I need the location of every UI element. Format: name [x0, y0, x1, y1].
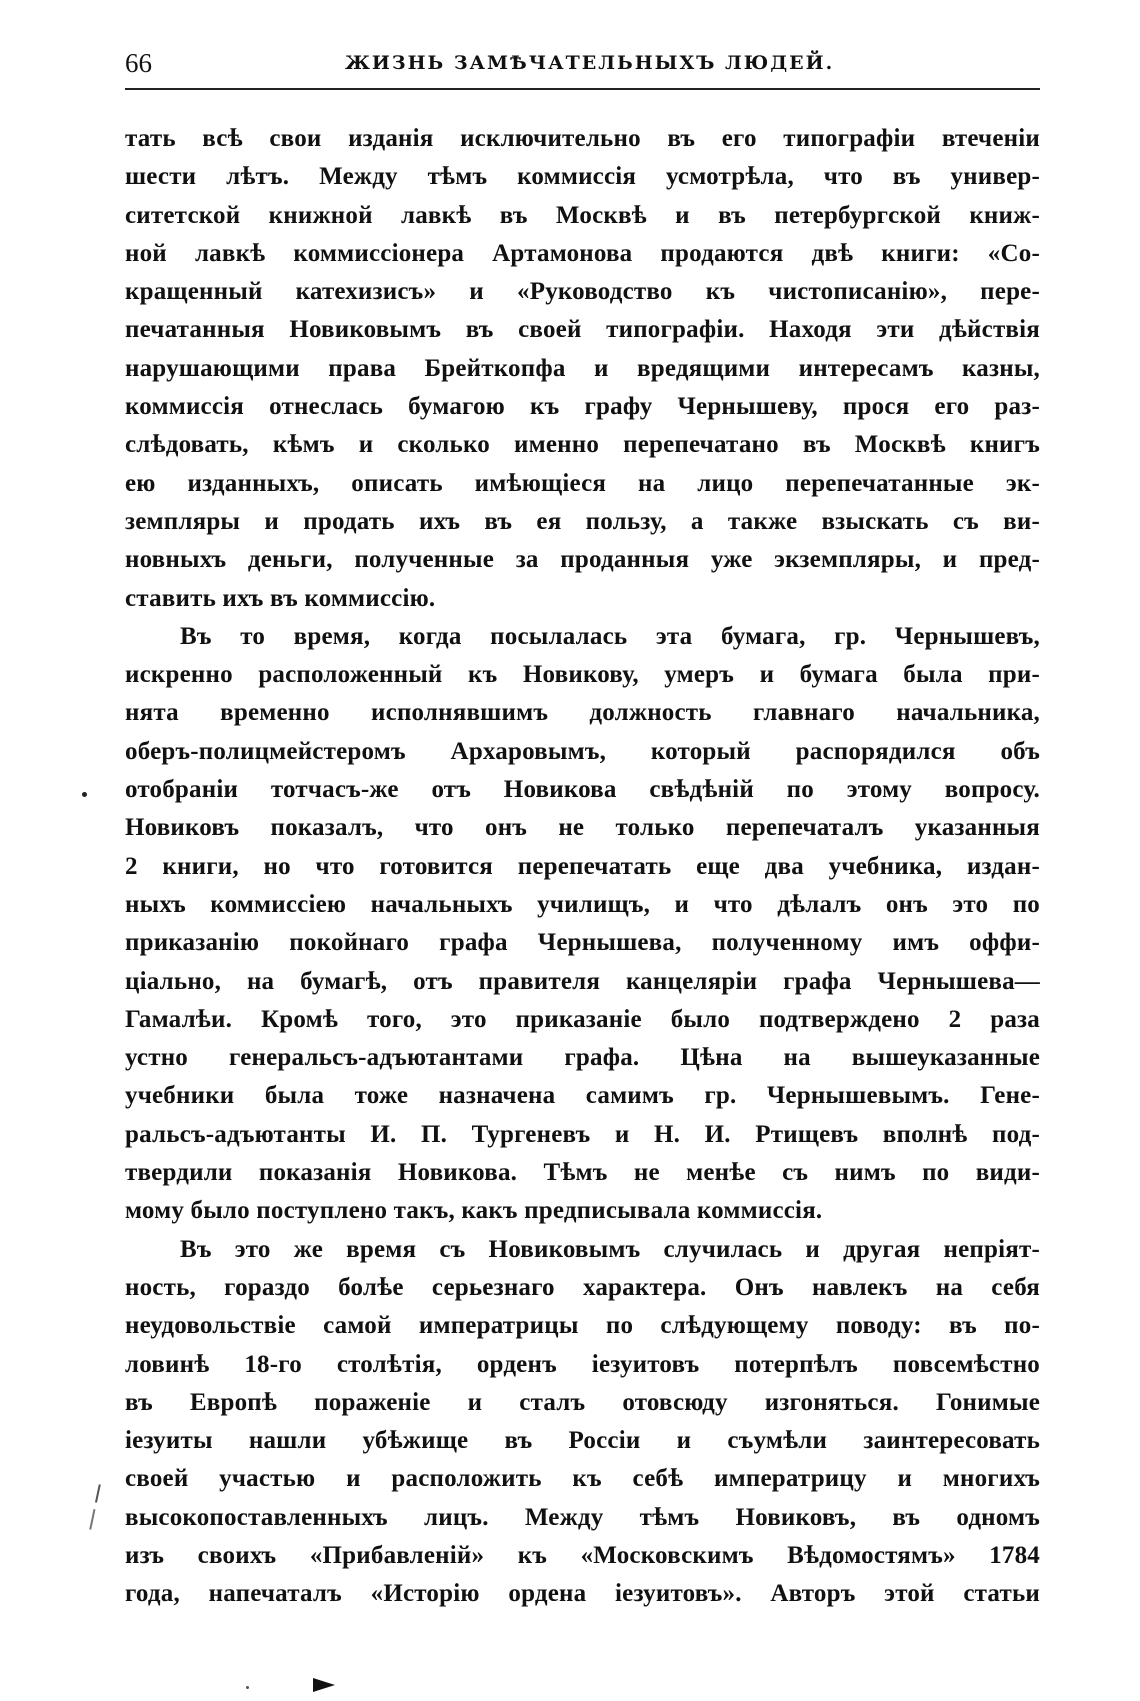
text-line: новныхъ деньги, полученные за проданныя уже экземпляры, и пред- — [125, 546, 1040, 574]
text-line: ной лавкѣ коммиссіонера Артамонова продаются двѣ книги: «Со- — [125, 239, 1040, 267]
text-line: нарушающими права Брейткопфа и вредящими интересамъ казны, — [125, 354, 1040, 382]
text-line: 2 книги, но что готовится перепечатать еще два учебника, издан- — [125, 852, 1040, 880]
text-line: отобраніи тотчасъ-же отъ Новикова свѣдѣній по этому вопросу. — [125, 776, 1040, 804]
text-line: кращенный катехизисъ» и «Руководство къ чистописанію», пере- — [125, 278, 1040, 306]
ink-speck — [246, 1686, 249, 1689]
text-line: Новиковъ показалъ, что онъ не только перепечаталъ указанныя — [125, 814, 1040, 842]
text-line: Въ это же время съ Новиковымъ случилась и другая непріят- — [180, 1235, 1040, 1263]
text-line: ность, гораздо болѣе серьезнаго характера. Онъ навлекъ на себя — [125, 1273, 1040, 1301]
text-line: устно генеральсъ-адъютантами графа. Цѣна на вышеуказанные — [125, 1044, 1040, 1072]
ink-dot-mark — [82, 792, 87, 797]
text-line: земпляры и продать ихъ въ ея пользу, а также взыскать съ ви- — [125, 507, 1040, 535]
text-line: твердили показанія Новикова. Тѣмъ не менѣе съ нимъ по види- — [125, 1159, 1040, 1187]
text-line: оберъ-полицмейстеромъ Архаровымъ, который распорядился объ — [125, 737, 1040, 765]
text-line: высокопоставленныхъ лицъ. Между тѣмъ Новиковъ, въ одномъ — [125, 1503, 1040, 1531]
text-line: ловинѣ 18-го столѣтія, орденъ іезуитовъ потерпѣлъ повсемѣстно — [125, 1350, 1040, 1378]
text-line: тать всѣ свои изданія исключительно въ его типографіи втеченіи — [125, 125, 1040, 152]
text-line: печатанныя Новиковымъ въ своей типографіи. Находя эти дѣйствія — [125, 316, 1040, 344]
text-line: искренно расположенный къ Новикову, умеръ и бумага была при- — [125, 661, 1040, 689]
text-line: нята временно исполнявшимъ должность главнаго начальника, — [125, 699, 1040, 727]
running-title: ЖИЗНЬ ЗАМѢЧАТЕЛЬНЫХЪ ЛЮДЕЙ. — [345, 52, 835, 74]
text-line: ральсъ-адъютанты И. П. Тургеневъ и Н. И. Ртищевъ вполнѣ под- — [125, 1120, 1040, 1148]
text-line: слѣдовать, кѣмъ и сколько именно перепечатано въ Москвѣ книгъ — [125, 431, 1040, 459]
text-line: своей участью и расположить къ себѣ императрицу и многихъ — [125, 1465, 1040, 1493]
paragraph-3 — [125, 1231, 1040, 1614]
page-header — [125, 42, 1040, 90]
text-line: года, напечаталъ «Исторію ордена іезуитовъ». Авторъ этой статьи — [125, 1580, 1040, 1608]
paragraph-1 — [125, 120, 1040, 618]
text-line: учебники была тоже назначена самимъ гр. Чернышевымъ. Гене- — [125, 1082, 1040, 1110]
text-line: Гамалѣи. Кромѣ того, это приказаніе было подтверждено 2 раза — [125, 1005, 1040, 1033]
text-line: ставить ихъ въ коммиссію. — [125, 584, 436, 612]
text-line: ціально, на бумагѣ, отъ правителя канцеляріи графа Чернышева— — [125, 967, 1040, 995]
body-text — [125, 120, 1040, 1614]
printer-arrow-mark — [313, 1678, 335, 1692]
page-number: 66 — [125, 48, 152, 78]
text-line: іезуиты нашли убѣжище въ Россіи и съумѣли заинтересовать — [125, 1427, 1040, 1455]
text-line: приказанію покойнаго графа Чернышева, полученному имъ оффи- — [125, 929, 1040, 957]
text-line: шести лѣтъ. Между тѣмъ коммиссія усмотрѣла, что въ универ- — [125, 163, 1040, 191]
text-line: неудовольствіе самой императрицы по слѣдующему поводу: въ по- — [125, 1312, 1040, 1340]
text-line: изъ своихъ «Прибавленій» къ «Московскимъ Вѣдомостямъ» 1784 — [125, 1541, 1040, 1569]
margin-pencil-mark — [89, 1484, 101, 1529]
text-line: въ Европѣ пораженіе и сталъ отовсюду изгоняться. Гонимые — [125, 1388, 1040, 1416]
text-line: коммиссія отнеслась бумагою къ графу Чернышеву, прося его раз- — [125, 393, 1040, 421]
text-line: ныхъ коммиссіею начальныхъ училищъ, и что дѣлалъ онъ это по — [125, 890, 1040, 918]
text-line: Въ то время, когда посылалась эта бумага, гр. Чернышевъ, — [180, 622, 1040, 650]
text-line: мому было поступлено такъ, какъ предписывала коммиссія. — [125, 1197, 823, 1225]
text-line: ситетской книжной лавкѣ въ Москвѣ и въ петербургской книж- — [125, 201, 1040, 229]
text-line: ею изданныхъ, описать имѣющіеся на лицо перепечатанные эк- — [125, 469, 1040, 497]
paragraph-2 — [125, 618, 1040, 1231]
